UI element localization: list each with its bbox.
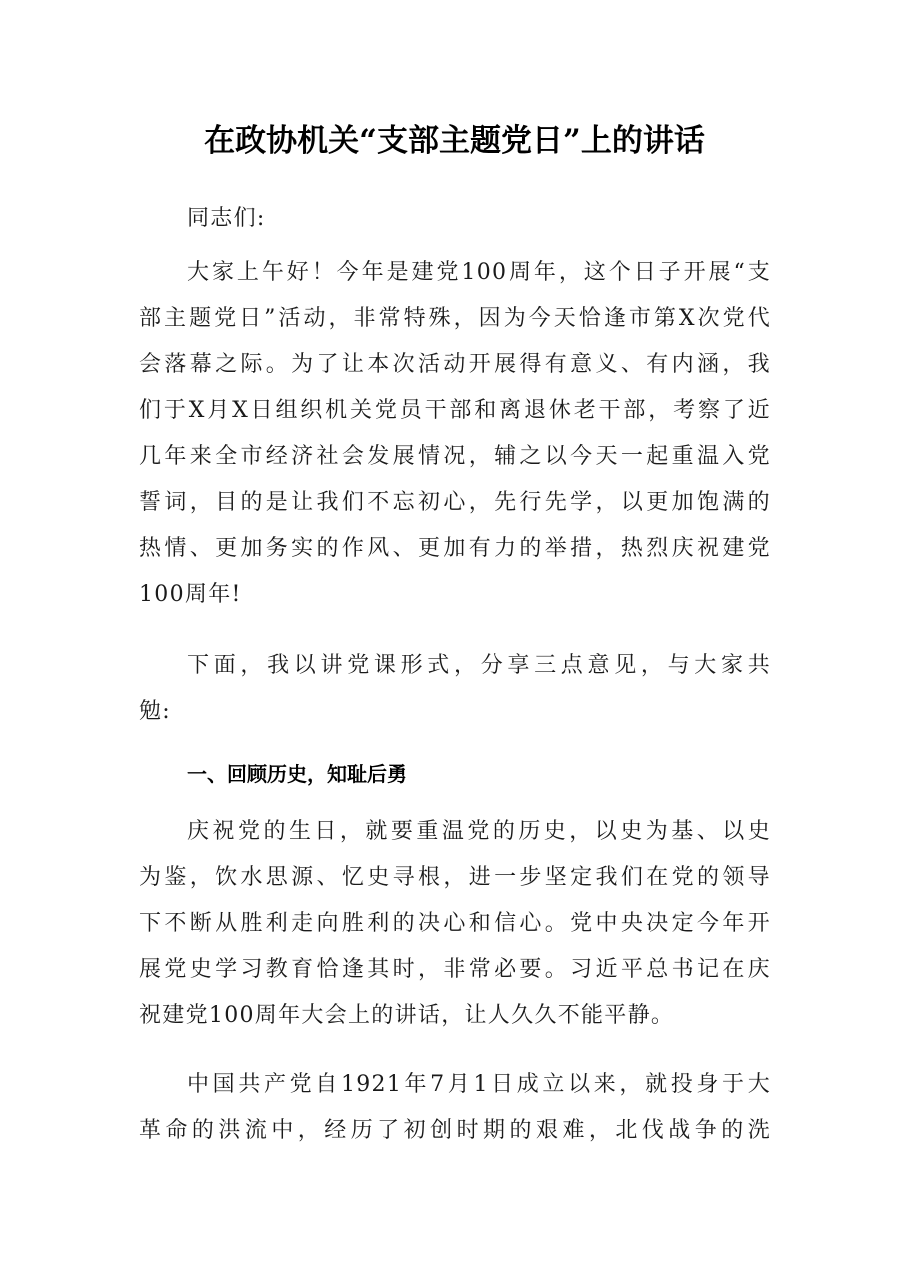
paragraph-history	[139, 809, 771, 1039]
salutation-text: 同志们:	[187, 206, 266, 231]
paragraph-line: 誓词，目的是让我们不忘初心，先行先学，以更加饱满的	[139, 490, 771, 515]
paragraph-line: 下面，我以讲党课形式，分享三点意见，与大家共	[187, 653, 771, 678]
paragraph-line: 100周年!	[139, 582, 242, 607]
paragraph-line: 热情、更加务实的作风、更加有力的举措，热烈庆祝建党	[139, 536, 771, 561]
paragraph-founding	[139, 1062, 771, 1154]
paragraph-line: 部主题党日”活动，非常特殊，因为今天恰逢市第X次党代	[139, 306, 771, 331]
paragraph-line: 中国共产党自1921年7月1日成立以来，就投身于大	[187, 1072, 771, 1097]
paragraph-intro	[139, 250, 771, 618]
paragraph-line: 祝建党100周年大会上的讲话，让人久久不能平静。	[139, 1003, 675, 1028]
paragraph-line: 展党史学习教育恰逢其时，非常必要。习近平总书记在庆	[139, 957, 771, 982]
paragraph-line: 几年来全市经济社会发展情况，辅之以今天一起重温入党	[139, 444, 771, 469]
section-heading: 一、回顾历史，知耻后勇	[187, 762, 407, 786]
salutation	[139, 196, 771, 242]
paragraph-line: 为鉴，饮水思源、忆史寻根，进一步坚定我们在党的领导	[139, 865, 771, 890]
paragraph-line: 大家上午好！今年是建党100周年，这个日子开展“支	[187, 260, 771, 285]
paragraph-outline	[139, 643, 771, 735]
document-title: 在政协机关“支部主题党日”上的讲话	[204, 123, 705, 159]
paragraph-line: 勉:	[139, 699, 172, 724]
paragraph-line: 下不断从胜利走向胜利的决心和信心。党中央决定今年开	[139, 911, 771, 936]
paragraph-line: 庆祝党的生日，就要重温党的历史，以史为基、以史	[187, 819, 771, 844]
paragraph-line: 们于X月X日组织机关党员干部和离退休老干部，考察了近	[139, 398, 771, 423]
paragraph-line: 革命的洪流中，经历了初创时期的艰难，北伐战争的洗	[139, 1118, 771, 1143]
paragraph-line: 会落幕之际。为了让本次活动开展得有意义、有内涵，我	[139, 352, 771, 377]
